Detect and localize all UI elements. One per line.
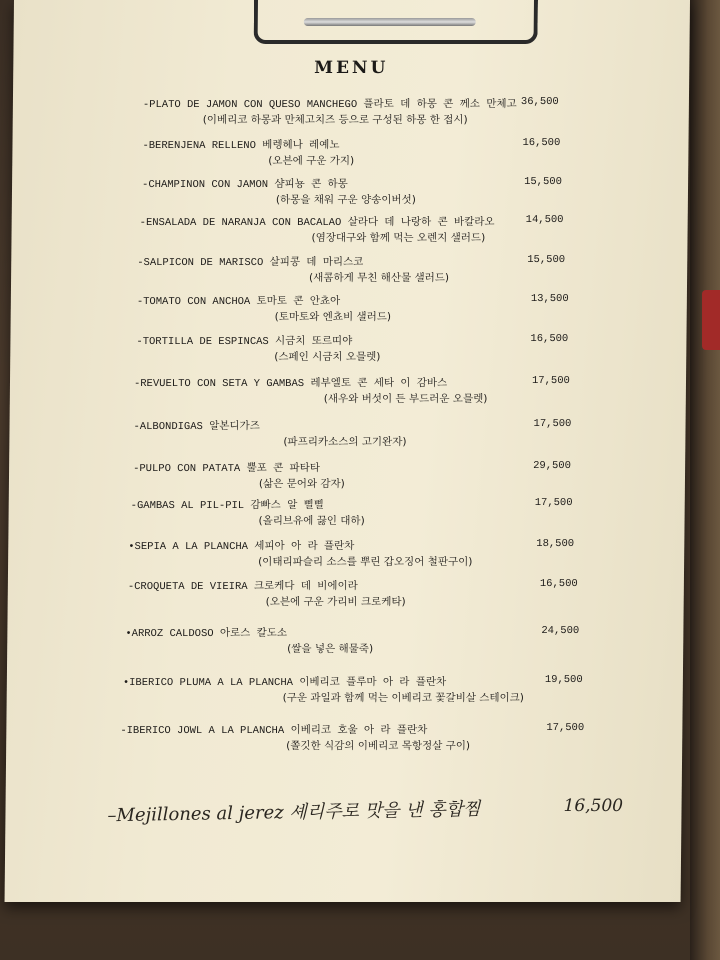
menu-item-name: -IBERICO JOWL A LA PLANCHA 이베리코 호울 아 라 플란차 <box>120 725 428 737</box>
handwritten-price: 16,500 <box>563 796 624 816</box>
menu-item-price: 16,500 <box>530 333 569 345</box>
menu-item-description: (올리브유에 끓인 대하) <box>258 515 365 527</box>
menu-item-description: (새우와 버섯이 든 부드러운 오믈렛) <box>323 393 488 405</box>
menu-item-price: 15,500 <box>524 176 562 188</box>
menu-item-name: -PULPO CON PATATA 뿔포 콘 파타타 <box>133 463 321 475</box>
menu-item-name: -ENSALADA DE NARANJA CON BACALAO 살라다 데 나랑하 콘 바칼라오 <box>139 217 495 229</box>
menu-item-description: (이태리파슬리 소스를 뿌린 갑오징어 철판구이) <box>258 556 473 568</box>
menu-item-name: -TOMATO CON ANCHOA 토마토 콘 안쵸아 <box>136 296 341 308</box>
menu-item-price: 14,500 <box>525 214 564 226</box>
menu-item-name: -TORTILLA DE ESPINCAS 시금치 또르띠야 <box>136 336 353 348</box>
menu-item-description: (토마토와 엔쵸비 샐러드) <box>274 311 392 323</box>
menu-item-description: (염장대구와 함께 먹는 오렌지 샐러드) <box>311 232 486 244</box>
menu-sheet <box>5 0 690 902</box>
menu-title: MENU <box>314 58 389 78</box>
menu-item-price: 16,500 <box>522 137 561 149</box>
menu-item-price: 15,500 <box>527 254 566 266</box>
menu-item-name: -PLATO DE JAMON CON QUESO MANCHEGO 플라토 데 하몽 콘 께소 만체고 <box>142 99 517 111</box>
menu-item-price: 17,500 <box>533 418 572 430</box>
menu-item-name: -ALBONDIGAS 알본디가즈 <box>133 421 260 433</box>
menu-item-description: (하몽을 채워 구운 양송이버섯) <box>275 194 416 206</box>
menu-item-name: -CHAMPINON CON JAMON 샴피뇽 콘 하몽 <box>141 179 348 191</box>
menu-item-description: (삶은 문어와 감자) <box>258 478 345 490</box>
menu-item-description: (스페인 시금치 오믈렛) <box>274 351 381 363</box>
menu-item-description: (이베리코 하몽과 만체고치즈 등으로 구성된 하몽 한 접시) <box>202 114 468 126</box>
handwritten-item: –Mejillones al jerez 셰리주로 맛을 낸 홍합찜 <box>107 798 481 827</box>
menu-item-price: 24,500 <box>541 625 580 637</box>
table-surface <box>690 0 720 960</box>
menu-item-price: 36,500 <box>520 96 559 108</box>
menu-item-price: 18,500 <box>536 538 575 550</box>
menu-item-name: -BERENJENA RELLENO 베렝헤나 레예노 <box>142 140 340 152</box>
menu-item-price: 17,500 <box>546 722 585 734</box>
menu-item-name: •IBERICO PLUMA A LA PLANCHA 이베리코 플루마 아 라 플란차 <box>122 677 447 689</box>
menu-item-name: -REVUELTO CON SETA Y GAMBAS 레부엘토 콘 세타 이 감바스 <box>133 378 448 390</box>
menu-item-price: 17,500 <box>534 497 573 509</box>
menu-item-name: -GAMBAS AL PIL-PIL 감빠스 알 삘삘 <box>130 500 324 512</box>
menu-item-name: •SEPIA A LA PLANCHA 세피아 아 라 플란차 <box>128 541 355 553</box>
menu-item-price: 13,500 <box>530 293 569 305</box>
menu-item-description: (파프리카소스의 고기완자) <box>283 436 407 448</box>
menu-item-description: (쫄깃한 식감의 이베리코 목항정살 구이) <box>286 740 471 752</box>
menu-item-price: 17,500 <box>531 375 570 387</box>
menu-item-description: (쌀을 넣은 해물죽) <box>287 643 374 655</box>
menu-item-name: •ARROZ CALDOSO 아로스 칼도소 <box>125 628 288 640</box>
menu-item-name: -SALPICON DE MARISCO 살피콩 데 마리스코 <box>137 257 364 269</box>
menu-item-price: 19,500 <box>544 674 583 686</box>
clipboard-clip-bar <box>304 18 476 26</box>
menu-item-description: (새콤하게 무친 해산물 샐러드) <box>309 272 450 284</box>
menu-item-price: 16,500 <box>539 578 578 590</box>
menu-item-description: (오븐에 구운 가리비 크로케타) <box>265 596 406 608</box>
menu-item-name: -CROQUETA DE VIEIRA 크로케다 데 비에이라 <box>127 581 358 593</box>
red-object <box>702 290 720 350</box>
menu-item-description: (오븐에 구운 가지) <box>268 155 355 167</box>
menu-item-price: 29,500 <box>533 460 571 472</box>
menu-item-description: (구운 과일과 함께 먹는 이베리코 꽃갈비살 스테이크) <box>282 692 524 704</box>
